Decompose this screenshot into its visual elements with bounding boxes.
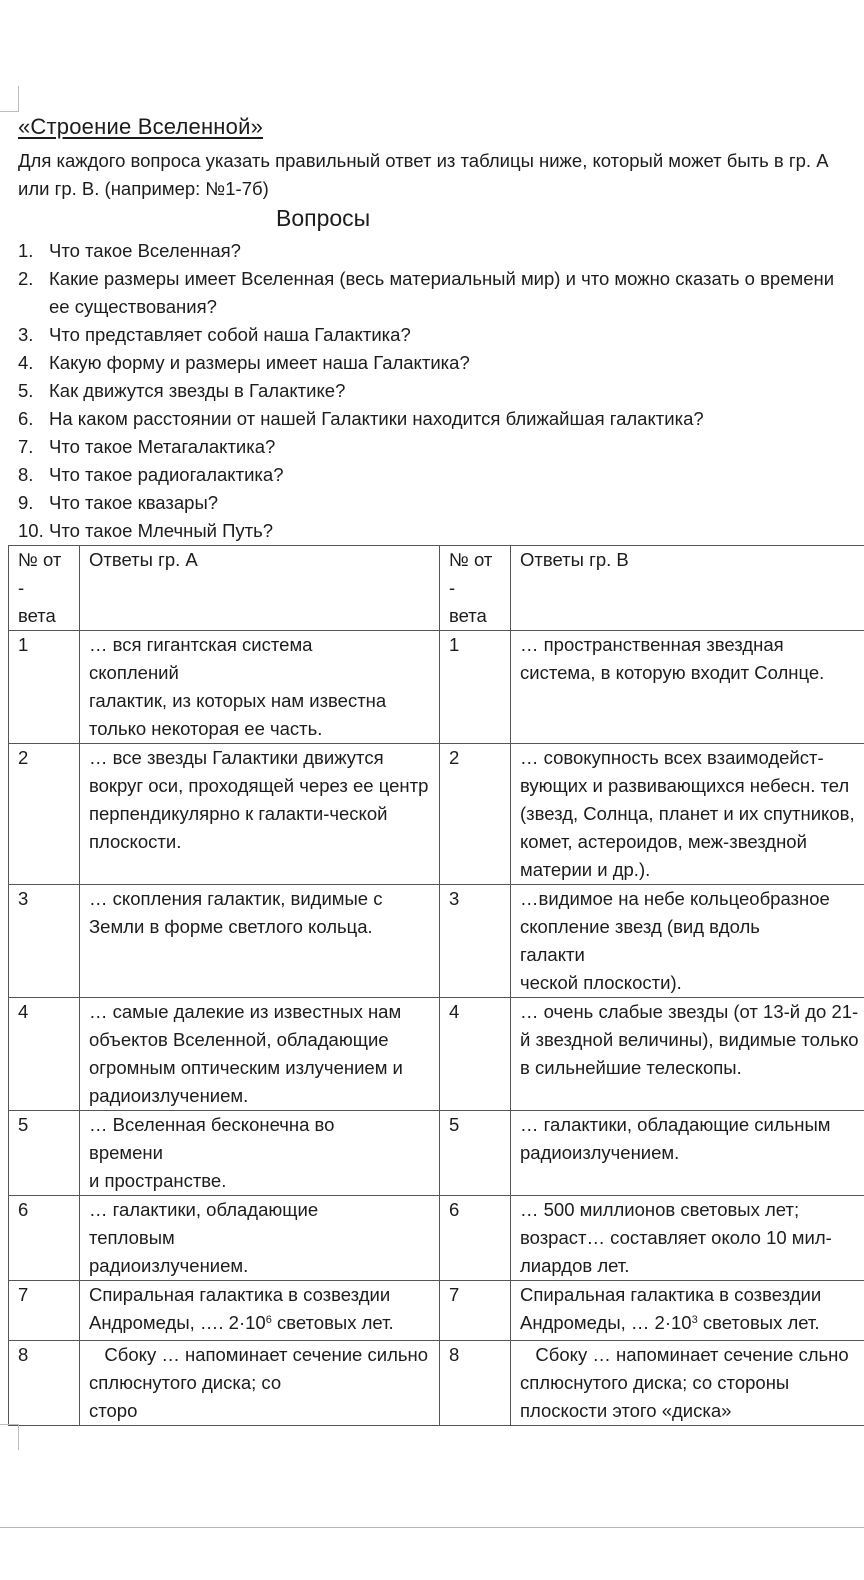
table-header-row	[9, 546, 864, 631]
question-number: 5.	[18, 380, 34, 401]
table-row	[9, 1196, 864, 1281]
question-number: 4.	[18, 352, 34, 373]
answer-number-b: 3	[440, 885, 511, 998]
answer-text-b-line2: Андромеды, … $2\cdot 10^3$ световых лет.	[520, 1312, 820, 1333]
answer-number-a: 3	[9, 885, 80, 998]
questions-heading: Вопросы	[276, 205, 371, 231]
answer-text-a: … самые далекие из известных нам объектов Вселенной, обладающие огромным оптическим излучением и радиоизлучением.	[80, 998, 440, 1111]
question-text: Что такое радиогалактика?	[49, 464, 284, 485]
question-item	[18, 349, 848, 377]
header-answer-number-b: № от - вета	[440, 546, 511, 631]
question-item	[18, 265, 848, 321]
question-number: 8.	[18, 464, 34, 485]
table-row	[9, 1111, 864, 1196]
question-text: Что представляет собой наша Галактика?	[49, 324, 411, 345]
question-text: Как движутся звезды в Галактике?	[49, 380, 346, 401]
table-row	[9, 998, 864, 1111]
answer-text-b: … совокупность всех взаимодейст-вующих и развивающихся небесн. тел (звезд, Солнца, планет и их спутников, комет, астероидов, меж-звездной материи и др.).	[511, 744, 864, 885]
answer-text-a: Сбоку … напоминает сечение сильно сплюснутого диска; со сторо	[80, 1341, 440, 1426]
answers-table	[8, 545, 864, 1426]
question-number: 1.	[18, 240, 34, 261]
question-text: Что такое Вселенная?	[49, 240, 241, 261]
answer-number-a: 1	[9, 631, 80, 744]
answer-number-a: 5	[9, 1111, 80, 1196]
exponent: 6	[265, 1314, 272, 1326]
table-row	[9, 1281, 864, 1341]
question-item	[18, 517, 848, 545]
table-row	[9, 1341, 864, 1426]
answer-text-a: … Вселенная бесконечна во времени и пространстве.	[80, 1111, 440, 1196]
answer-text-a: … галактики, обладающие тепловым радиоизлучением.	[80, 1196, 440, 1281]
question-text: На каком расстоянии от нашей Галактики находится ближайшая галактика?	[49, 408, 704, 429]
answer-text-b-line1: Спиральная галактика в созвездии	[520, 1284, 822, 1305]
header-answers-group-a: Ответы гр. А	[80, 546, 440, 631]
answer-number-a: 7	[9, 1281, 80, 1341]
answer-text-a: … все звезды Галактики движутся вокруг оси, проходящей через ее центр перпендикулярно к галакти-ческой плоскости.	[80, 744, 440, 885]
answer-number-b: 6	[440, 1196, 511, 1281]
answer-text-a: … скопления галактик, видимые с Земли в форме светлого кольца.	[80, 885, 440, 998]
answer-number-b: 8	[440, 1341, 511, 1426]
answer-number-a: 6	[9, 1196, 80, 1281]
question-number: 3.	[18, 324, 34, 345]
answer-number-b: 1	[440, 631, 511, 744]
question-number: 9.	[18, 492, 34, 513]
question-item	[18, 237, 848, 265]
header-answer-number-a: № от - вета	[9, 546, 80, 631]
answer-text-b	[511, 1281, 864, 1341]
answer-text-a	[80, 1281, 440, 1341]
question-item	[18, 461, 848, 489]
answer-text-b: Сбоку … напоминает сечение сльно сплюснутого диска; со стороны плоскости этого «диска»	[511, 1341, 864, 1426]
questions-list	[18, 237, 848, 545]
question-text: Что такое Млечный Путь?	[49, 520, 274, 541]
question-item	[18, 433, 848, 461]
question-number: 10.	[18, 520, 44, 541]
question-number: 7.	[18, 436, 34, 457]
answer-number-b: 7	[440, 1281, 511, 1341]
question-text: Какие размеры имеет Вселенная (весь материальный мир) и что можно сказать о времени ее существования?	[49, 268, 835, 317]
answer-text-a-line2: Андромеды, …. $2\cdot 10^6$ световых лет.	[89, 1312, 394, 1333]
answer-text-b: … очень слабые звезды (от 13-й до 21-й звездной величины), видимые только в сильнейшие телескопы.	[511, 998, 864, 1111]
answer-number-b: 5	[440, 1111, 511, 1196]
answer-text-a: … вся гигантская система скоплений галактик, из которых нам известна только некоторая ее часть.	[80, 631, 440, 744]
question-text: Что такое квазары?	[49, 492, 219, 513]
answer-number-b: 2	[440, 744, 511, 885]
table-row	[9, 885, 864, 998]
question-item	[18, 405, 848, 433]
question-item	[18, 377, 848, 405]
answer-text-b: … пространственная звездная система, в которую входит Солнце.	[511, 631, 864, 744]
question-number: 6.	[18, 408, 34, 429]
answer-text-b: … 500 миллионов световых лет; возраст… составляет около 10 мил-лиардов лет.	[511, 1196, 864, 1281]
page-corner-mark-top	[0, 86, 19, 112]
answer-number-a: 4	[9, 998, 80, 1111]
question-item	[18, 489, 848, 517]
answer-number-b: 4	[440, 998, 511, 1111]
answer-number-a: 2	[9, 744, 80, 885]
answer-number-a: 8	[9, 1341, 80, 1426]
page-corner-mark-bottom	[0, 1424, 19, 1450]
question-item	[18, 321, 848, 349]
answer-text-a-line1: Спиральная галактика в созвездии	[89, 1284, 391, 1305]
instruction-text: Для каждого вопроса указать правильный ответ из таблицы ниже, который может быть в гр. А или гр. В. (например: №1-7б)	[18, 150, 829, 199]
answer-text-b: …видимое на небе кольцеобразное скопление звезд (вид вдоль галакти ческой плоскости).	[511, 885, 864, 998]
answer-text-b: … галактики, обладающие сильным радиоизлучением.	[511, 1111, 864, 1196]
question-number: 2.	[18, 268, 34, 289]
document-title: «Строение Вселенной»	[18, 114, 264, 139]
header-answers-group-b: Ответы гр. В	[511, 546, 864, 631]
table-row	[9, 744, 864, 885]
exponent: 3	[691, 1314, 698, 1326]
page-divider	[0, 1527, 864, 1528]
table-row	[9, 631, 864, 744]
question-text: Какую форму и размеры имеет наша Галактика?	[49, 352, 470, 373]
question-text: Что такое Метагалактика?	[49, 436, 276, 457]
